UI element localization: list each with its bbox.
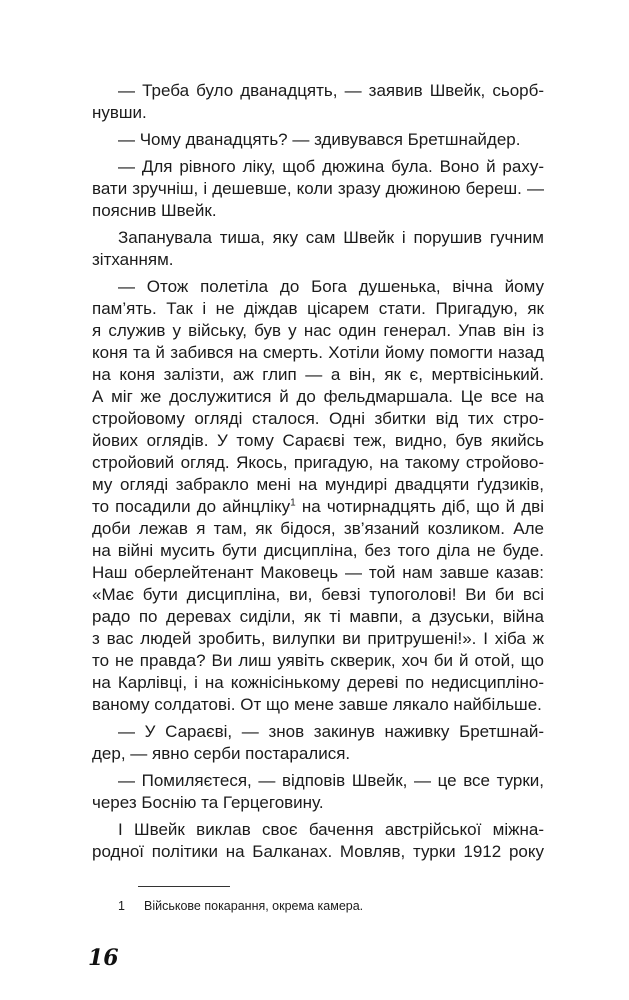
text-line: на війні мусить бути дисципліна, без того діла не буде. <box>92 541 544 560</box>
text-line: — Треба було дванадцять, — заявив Швейк, сьорб- <box>118 81 544 100</box>
text-line: доби лежав я там, як бідося, зв’язаний козликом. Але <box>92 519 544 538</box>
text-line: стройовому огляді сталося. Одні збитки від тих стро- <box>92 409 544 428</box>
text-line: зітханням. <box>92 250 174 269</box>
text-line: радо по деревах сиділи, як ті мавпи, а дзуськи, війна <box>92 607 544 626</box>
text-line: Запанувала тиша, яку сам Швейк і порушив гучним <box>118 228 544 247</box>
text-line: — У Сараєві, — знов закинув наживку Бретшнай- <box>118 722 544 741</box>
text-line: вати зручніш, і дешевше, коли зразу дюжиною береш. — <box>92 179 544 198</box>
text-line: йових оглядів. У тому Сараєві теж, видно, був якийсь <box>92 431 544 450</box>
text-line: «Має бути дисципліна, ви, бевзі тупоголові! Ви би всі <box>92 585 544 604</box>
page-number: 16 <box>88 945 119 971</box>
text-line: А міг же дослужитися й до фельдмаршала. Це все на <box>92 387 544 406</box>
text-line: — Помиляєтеся, — відповів Швейк, — це все турки, <box>118 771 544 790</box>
text-line: пам’ять. Так і не діждав цісарем стати. Пригадую, як <box>92 299 544 318</box>
text-line: на Карлівці, і на кожнісінькому дереві по недисципліно- <box>92 673 544 692</box>
text-line: пояснив Швейк. <box>92 201 217 220</box>
text-line: на коня залізти, аж глип — а він, як є, мертвісінький. <box>92 365 544 384</box>
text-line: — Для рівного ліку, щоб дюжина була. Воно й раху- <box>118 157 544 176</box>
footnote <box>118 899 363 913</box>
text-line: через Боснію та Герцеговину. <box>92 793 324 812</box>
text-line: коня та й забився на смерть. Хотіли йому помогти назад <box>92 343 544 362</box>
footnote-marker: 1 <box>290 497 296 509</box>
text-line: — Отож полетіла до Бога душенька, вічна йому <box>118 277 544 296</box>
text-line: Наш оберлейтенант Маковець — той нам завше казав: <box>92 563 544 582</box>
text-line: я служив у війську, був у нас один генерал. Упав він із <box>92 321 544 340</box>
text-line-part: на чотирнадцять діб, що й дві <box>301 497 544 516</box>
text-line-with-footnote <box>92 496 544 518</box>
text-line: родної політики на Балканах. Мовляв, турки 1912 року <box>92 842 544 861</box>
text-line: нувши. <box>92 103 147 122</box>
text-line: дер, — явно серби постаралися. <box>92 744 351 763</box>
text-line: — Чому дванадцять? — здивувався Бретшнайдер. <box>118 130 521 149</box>
text-line: І Швейк виклав своє бачення австрійської міжна- <box>118 820 544 839</box>
text-line: ваному солдатові. От що мене завше лякало найбільше. <box>92 695 542 714</box>
footnote-number: 1 <box>118 899 125 913</box>
text-line: стройовий огляд. Якось, пригадую, на такому стройово- <box>92 453 544 472</box>
text-line: то не правда? Ви лиш уявіть скверик, хоч би й отой, що <box>92 651 544 670</box>
footnote-text: Військове покарання, окрема камера. <box>144 899 364 913</box>
text-line: му огляді забракло мені на мундирі двадцяти ґудзиків, <box>92 475 544 494</box>
text-line: з вас людей зробить, вилупки ви притрушені!». І хіба ж <box>92 629 544 648</box>
text-line-part: то посадили до айнцліку <box>92 497 291 516</box>
footnote-divider <box>138 886 230 887</box>
